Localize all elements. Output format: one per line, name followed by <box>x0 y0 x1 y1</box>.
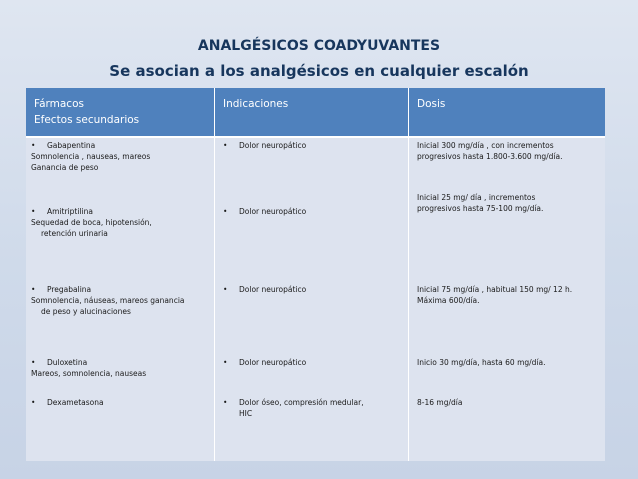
row-pregabalina-indication: • Dolor neuropático <box>223 285 307 294</box>
row-pregabalina-drug: • Pregabalina Somnolencia, náuseas, mareos ganancia de peso y alucinaciones <box>31 285 185 316</box>
row-gabapentina-dose: Inicial 300 mg/día , con incrementos progresivos hasta 1.800-3.600 mg/día. <box>417 141 563 161</box>
row-pregabalina-dose: Inicial 75 mg/día , habitual 150 mg/ 12 h. Máxima 600/día. <box>417 285 573 305</box>
row-duloxetina-drug: • Duloxetina Mareos, somnolencia, nauseas <box>31 358 147 378</box>
slide-title: ANALGÉSICOS COADYUVANTES <box>197 38 441 54</box>
row-gabapentina-drug: • Gabapentina Somnolencia , nauseas, mareos Ganancia de peso <box>31 141 151 172</box>
row-amitriptilina-drug: • Amitriptilina Sequedad de boca, hipotensión, retención urinaria <box>31 207 152 238</box>
header-divider <box>408 88 409 136</box>
header-farmacos: Fármacos Efectos secundarios <box>34 98 140 126</box>
header-rule <box>26 136 605 138</box>
drug-table <box>26 88 605 461</box>
row-dexametasona-drug: • Dexametasona <box>31 398 104 407</box>
column-divider <box>408 136 409 461</box>
table-header <box>26 88 605 136</box>
header-divider <box>214 88 215 136</box>
row-amitriptilina-dose: Inicial 25 mg/ día , incrementos progresivos hasta 75-100 mg/día. <box>417 193 544 213</box>
row-gabapentina-indication: • Dolor neuropático <box>223 141 307 150</box>
row-dexametasona-dose: 8-16 mg/día <box>417 398 463 407</box>
column-divider <box>214 136 215 461</box>
slide-subtitle: Se asocian a los analgésicos en cualquier escalón <box>109 62 529 80</box>
row-duloxetina-indication: • Dolor neuropático <box>223 358 307 367</box>
row-duloxetina-dose: Inicio 30 mg/día, hasta 60 mg/día. <box>417 358 546 367</box>
row-amitriptilina-indication: • Dolor neuropático <box>223 207 307 216</box>
header-indicaciones: Indicaciones <box>223 98 289 110</box>
header-dosis: Dosis <box>417 98 446 110</box>
row-dexametasona-indication: • Dolor óseo, compresión medular, HIC <box>223 398 364 418</box>
